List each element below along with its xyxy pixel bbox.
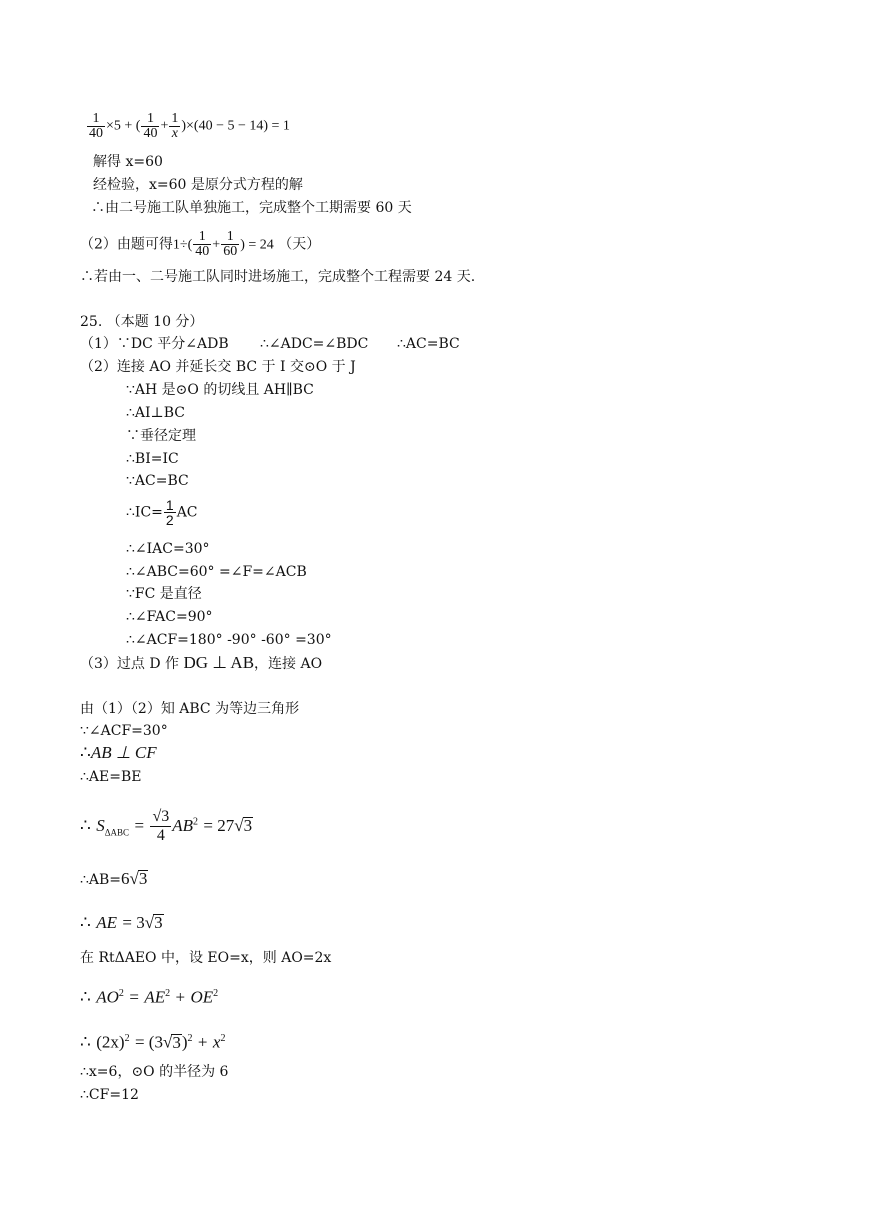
eq-part: ∴AB=: [80, 872, 122, 888]
eq-part: =: [129, 987, 139, 1007]
eq-part: 3: [138, 869, 148, 888]
fraction: $\frac{1}{60}$: [223, 229, 238, 259]
eq-part: AE: [96, 913, 118, 932]
eq-part: ×5 + (: [106, 118, 141, 134]
step-10: ∴∠FAC=90°: [126, 609, 213, 625]
check-line: 经检验，x=60 是原分式方程的解: [93, 177, 303, 193]
eq-part: +: [175, 987, 186, 1007]
pythagoras-line: [80, 985, 218, 1007]
step-3: ∵垂径定理: [126, 428, 196, 444]
eq-part: +: [212, 237, 221, 253]
step-5: ∵AC=BC: [126, 473, 189, 489]
triangle-line: 由（1）（2）知 ABC 为等边三角形: [80, 701, 300, 717]
eq-part: 2: [213, 988, 219, 999]
fraction: $\frac{1}{x}$: [171, 111, 179, 141]
fraction: $\frac{1}{40}$: [143, 111, 158, 141]
step-9: ∵FC 是直径: [126, 586, 202, 602]
part3-line: [80, 654, 322, 673]
conclusion-line-1: ∴由二号施工队单独施工，完成整个工期需要 60 天: [91, 200, 412, 216]
eq-part: 2: [187, 1033, 193, 1044]
eq-part: （2）由题可得: [80, 236, 173, 253]
eq-part: 1÷(: [172, 237, 193, 253]
eq-part: +: [197, 1032, 208, 1052]
step-11: ∴∠ACF=180° -90° -60° =30°: [126, 632, 332, 648]
step-7: ∴∠IAC=30°: [126, 541, 210, 557]
eq-part: ∴: [80, 987, 91, 1008]
eq-part: AO: [96, 987, 119, 1007]
eq-part: OE: [190, 987, 214, 1007]
eq-part: 2: [118, 988, 124, 999]
eq-part: ΔABC: [104, 827, 130, 838]
eq-part: ∴: [80, 913, 91, 933]
eq-part: DG ⊥ AB: [183, 653, 255, 672]
ae-value-line: ∴ AE = 3√3: [80, 913, 163, 933]
eq-part: ): [181, 1032, 188, 1052]
eq-part: 3: [243, 816, 253, 835]
eq-part: =: [134, 816, 145, 835]
part1-b: ∴∠ADC=∠BDC: [260, 336, 369, 352]
eq-part: 3: [172, 1032, 181, 1052]
step-6: [126, 498, 198, 527]
eq-part: = 3: [122, 913, 145, 932]
part2-line: （2）连接 AO 并延长交 BC 于 I 交⊙O 于 J: [80, 359, 356, 375]
fraction: $\frac{1}{40}$: [89, 111, 103, 141]
conclusion-line-2: ∴若由一、二号施工队同时进场施工，完成整个工程需要 24 天.: [80, 269, 476, 285]
eq-part: 2: [124, 1033, 130, 1044]
eq-part: ) = 24: [240, 237, 274, 253]
eq-part: （天）: [278, 236, 321, 253]
equation-x-line: ∴ $(2x)^2 = (3√3)^2 + x^2$: [80, 1032, 226, 1053]
part1-a: （1）∵DC 平分∠ADB: [80, 336, 229, 352]
equation-line-1: [86, 112, 290, 141]
eq-part: = 27: [203, 816, 235, 835]
part1-line: [80, 335, 460, 353]
step-4: ∴BI=IC: [126, 451, 179, 467]
step-2: ∴AI⊥BC: [126, 405, 185, 421]
eq-part: ∴: [80, 1032, 91, 1053]
eq-part: (2x): [96, 1032, 125, 1052]
eq-part: AC: [176, 504, 198, 521]
area-line: ∴ $S_{\Delta ABC}$ = $\frac{√3}{4}$ $AB^2 = 27√3$: [80, 808, 253, 844]
eq-part: +: [160, 118, 169, 134]
perp-line: [80, 744, 157, 762]
eq-part: x: [212, 1032, 221, 1052]
eq-part: S: [96, 816, 105, 835]
cf-line: ∴CF=12: [80, 1087, 139, 1103]
eq-part: ∴: [80, 816, 91, 836]
part1-c: ∴AC=BC: [397, 336, 460, 352]
eq-part: ∴: [80, 743, 91, 763]
rt-line: 在 RtΔAEO 中，设 EO=x，则 AO=2x: [80, 950, 332, 966]
equation-line-2: [80, 230, 320, 259]
radius-line: ∴x=6，⊙O 的半径为 6: [80, 1064, 229, 1080]
angle-line: ∵∠ACF=30°: [80, 723, 168, 739]
ae-line: ∴AE=BE: [80, 769, 142, 785]
question-25-heading: 25. （本题 10 分）: [80, 314, 204, 330]
eq-part: ，连接 AO: [254, 656, 323, 672]
eq-part: 2: [220, 1033, 226, 1044]
eq-part: = (3: [134, 1032, 163, 1052]
eq-part: AB: [172, 816, 193, 835]
ab-line: ∴AB=6√3: [80, 869, 148, 888]
eq-part: AE: [144, 987, 166, 1007]
step-1: ∵AH 是⊙O 的切线且 AH∥BC: [126, 382, 314, 398]
step-8: ∴∠ABC=60° =∠F=∠ACB: [126, 564, 307, 580]
eq-part: 3: [154, 913, 163, 932]
fraction: $\frac{√3}{4}$: [152, 808, 170, 844]
eq-part: （3）过点 D 作: [80, 656, 180, 672]
eq-part: )×(40 − 5 − 14) = 1: [181, 118, 290, 134]
eq-part: 2: [165, 988, 171, 999]
eq-part: ∴IC=: [126, 504, 163, 521]
solve-line: 解得 x=60: [93, 154, 163, 170]
fraction: $\frac{1}{2}$: [165, 497, 174, 528]
eq-part: 6: [121, 869, 130, 888]
eq-part: 2: [193, 816, 198, 828]
eq-part: AB ⊥ CF: [90, 743, 157, 762]
fraction: $\frac{1}{40}$: [195, 229, 210, 259]
